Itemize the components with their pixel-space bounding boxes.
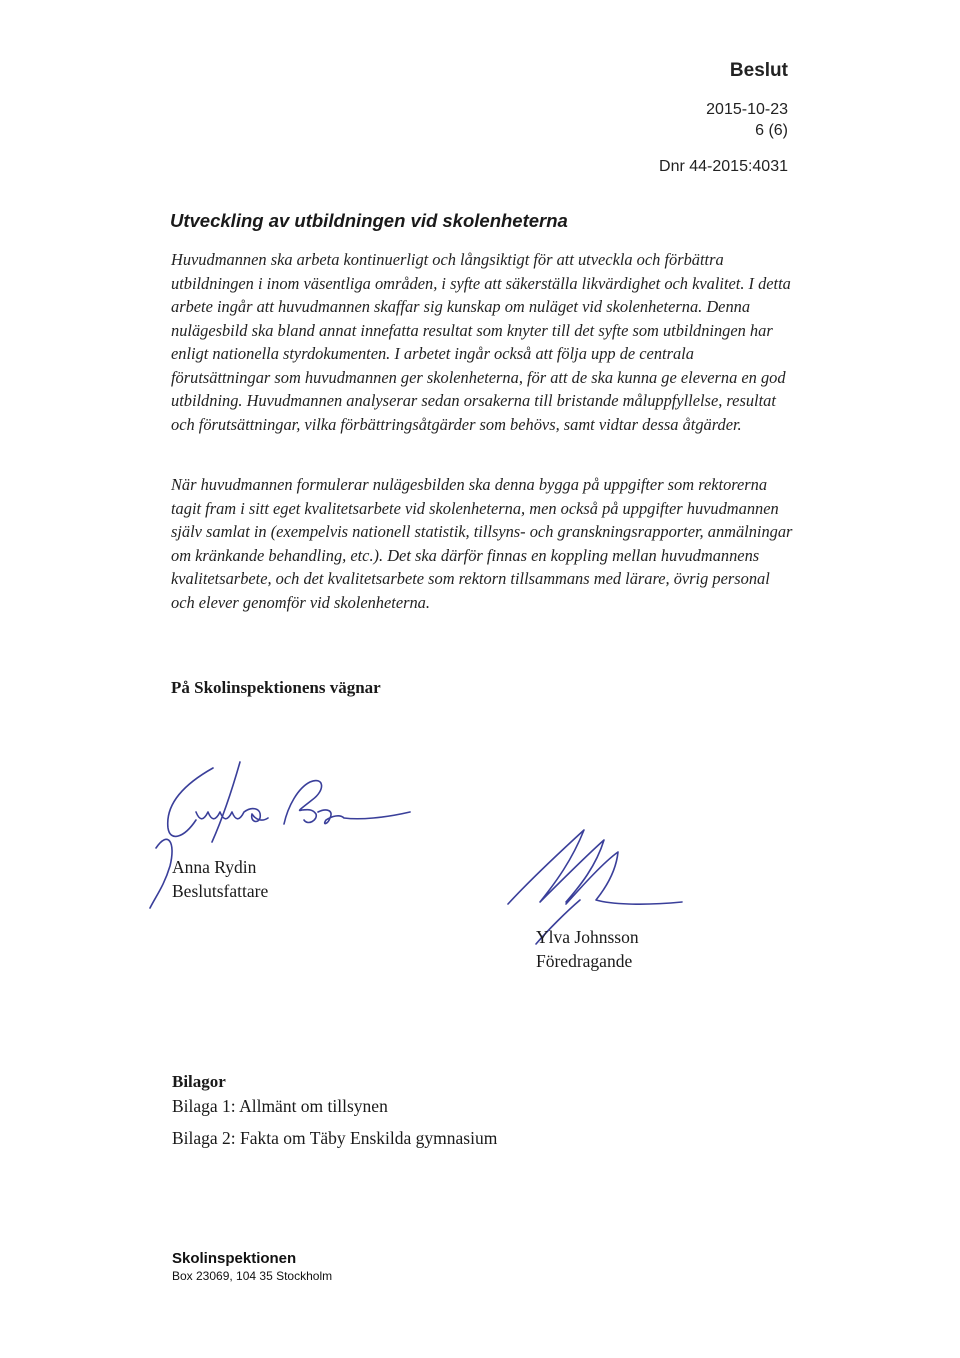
footer-address: Box 23069, 104 35 Stockholm [172, 1269, 333, 1283]
signer-anna-rydin [172, 856, 268, 903]
document-date: 2015-10-23 [706, 101, 788, 118]
section-title: Utveckling av utbildningen vid skolenheterna [170, 210, 568, 231]
signer-name: Anna Rydin [172, 857, 257, 877]
attachments-heading: Bilagor [172, 1072, 226, 1091]
page-number: 6 (6) [755, 122, 788, 139]
document-type: Beslut [729, 60, 788, 81]
footer [172, 1250, 332, 1283]
signer-role: Beslutsfattare [172, 880, 269, 901]
signer-name: Ylva Johnsson [536, 927, 639, 947]
attachment-item-1: Bilaga 1: Allmänt om tillsynen [172, 1096, 388, 1116]
body-paragraph-1: Huvudmannen ska arbeta kontinuerligt och långsiktigt för att utveckla och förbättra utbildningen i inom väsentliga områden, i syfte att säkerställa likvärdighet och kvalitet. I detta arbete ingår att huvudmannen skaffar sig kunskap om nuläget vid skolenheterna. Denna nulägesbild ska bland annat innefatta resultat som knyter till det syfte som utbildningen har enligt nationella styrdokumenten. I arbetet ingår också att följa upp de centrala förutsättningar som huvudmannen ger skolenheterna, för att de ska kunna ge eleverna en god utbildning. Huvudmannen analyserar sedan orsakerna till bristande måluppfyllelse, resultat och förutsättningar, vilka förbättringsåtgärder som behövs, samt vidtar dessa åtgärder. [171, 250, 791, 434]
signature-heading: På Skolinspektionens vägnar [171, 678, 381, 697]
registration-number: Dnr 44-2015:4031 [659, 158, 788, 175]
attachment-item-2: Bilaga 2: Fakta om Täby Enskilda gymnasium [172, 1128, 498, 1148]
body-paragraph-2: När huvudmannen formulerar nulägesbilden ska denna bygga på uppgifter som rektorerna tagit fram i sitt eget kvalitetsarbete vid skolenheterna, men också på uppgifter huvudmannen själv samlat in (exempelvis nationell statistik, tillsyns- och granskningsrapporter, anmälningar om kränkande behandling, etc.). Det ska därför finnas en koppling mellan huvudmannens kvalitetsarbete, och det kvalitetsarbete som rektorn tillsammans med lärare, övrig personal och elever genomför vid skolenheterna. [171, 475, 793, 612]
signer-role: Föredragande [536, 950, 633, 971]
signer-ylva-johnsson [536, 926, 639, 973]
footer-organization: Skolinspektionen [172, 1250, 297, 1267]
